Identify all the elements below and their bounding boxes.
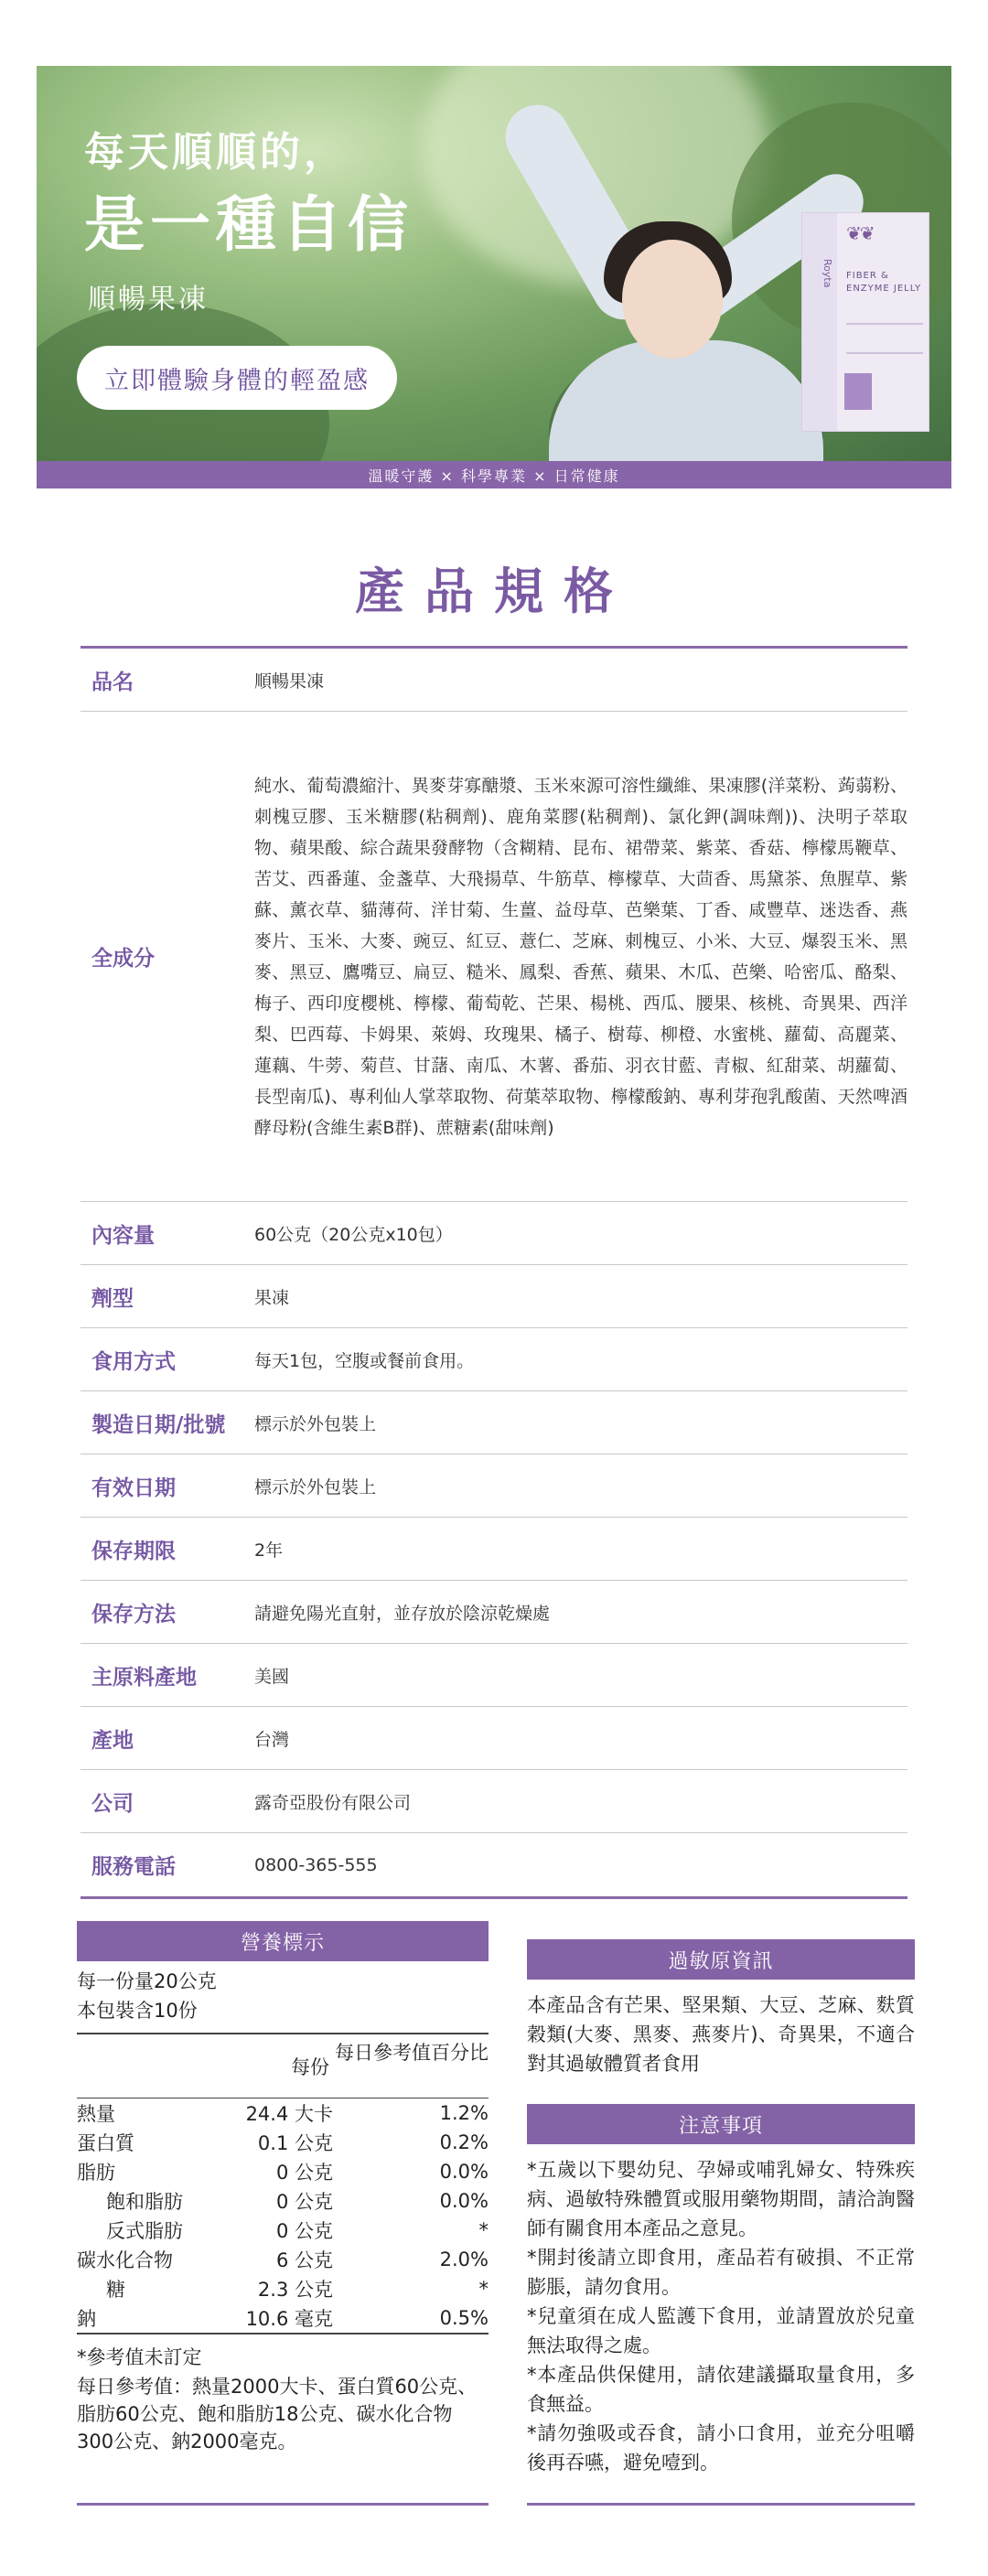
spec-value: 2年 [254, 1540, 284, 1561]
hero-headline-1: 每天順順的， [84, 129, 348, 176]
nutrient-name: 飽和脂肪 [106, 2191, 183, 2213]
spec-label: 全成分 [91, 947, 155, 971]
nutrient-daily-pct: 0.5% [439, 2307, 489, 2329]
package-brand: Royta [822, 259, 833, 288]
nutrient-daily-pct: * [478, 2219, 489, 2241]
list-item: *五歲以下嬰幼兒、孕婦或哺乳婦女、特殊疾病、過敏特殊體質或服用藥物期間，請洽詢醫師有關食用本產品之意見。 [527, 2159, 915, 2239]
col-daily-value: 每日參考值百分比 [335, 2042, 489, 2064]
spec-row [81, 1265, 907, 1328]
spec-table [81, 646, 907, 1899]
spec-label: 保存期限 [91, 1539, 176, 1563]
spec-value: 順暢果凍 [254, 671, 325, 692]
nutrition-table-header [77, 2034, 489, 2098]
spec-row [81, 1391, 907, 1454]
spec-label: 劑型 [91, 1286, 134, 1311]
nutrient-daily-pct: 1.2% [439, 2102, 489, 2124]
nutrition-note: *參考值未訂定 [77, 2346, 202, 2368]
product-package [801, 212, 929, 432]
section-title: 產品規格 [355, 563, 633, 620]
nutrient-name: 蛋白質 [77, 2132, 134, 2154]
nutrient-amount: 6 公克 [275, 2249, 333, 2271]
nutrition-row [77, 2157, 489, 2186]
spec-value: 請避免陽光直射，並存放於陰涼乾燥處 [254, 1603, 551, 1624]
list-item: *本產品供保健用，請依建議攝取量食用，多食無益。 [527, 2364, 915, 2415]
nutrient-name: 脂肪 [77, 2162, 115, 2184]
spec-label: 保存方法 [91, 1602, 176, 1626]
spec-value: 標示於外包裝上 [254, 1413, 377, 1434]
spec-value: 0800-365-555 [254, 1854, 378, 1875]
col-per-serving: 每份 [291, 2055, 329, 2078]
nutrition-row [77, 2303, 489, 2333]
spec-row [81, 1770, 907, 1833]
nutrient-daily-pct: * [478, 2278, 489, 2300]
divider [77, 2503, 489, 2506]
spec-label: 品名 [91, 670, 134, 694]
nutrition-row [77, 2098, 489, 2128]
nutrient-name: 熱量 [77, 2103, 115, 2125]
nutrition-row [77, 2245, 489, 2274]
spec-value: 純水、葡萄濃縮汁、異麥芽寡醣漿、玉米來源可溶性纖維、果凍膠(洋菜粉、蒟蒻粉、刺槐豆膠、玉米糖膠(粘稠劑)、鹿角菜膠(粘稠劑)、氯化鉀(調味劑))、決明子萃取物、蘋果酸、綜合蔬果發酵物（含糊精、昆布、裙帶菜、紫菜、香菇、檸檬馬鞭草、苦艾、西番蓮、金盞草、大飛揚草、牛筋草、檸檬草、大茴香、馬黛茶、魚腥草、紫蘇、薰衣草、貓薄荷、洋甘菊、生薑、益母草、芭樂葉、丁香、咸豐草、迷迭香、燕麥片、玉米、大麥、豌豆、紅豆、薏仁、芝麻、刺槐豆、小米、大豆、爆裂玉米、黑麥、黑豆、鷹嘴豆、扁豆、糙米、鳳梨、香蕉、蘋果、木瓜、芭樂、哈密瓜、酪梨、梅子、西印度櫻桃、檸檬、葡萄乾、芒果、楊桃、西瓜、腰果、核桃、奇異果、西洋梨、巴西莓、卡姆果、萊姆、玫瑰果、橘子、樹莓、柳橙、水蜜桃、蘿蔔、高麗菜、蓮藕、牛蒡、菊苣、甘藷、南瓜、木薯、番茄、羽衣甘藍、青椒、紅甜菜、胡蘿蔔、長型南瓜)、專利仙人掌萃取物、荷葉萃取物、檸檬酸鈉、專利芽孢乳酸菌、天然啤酒酵母粉(含維生素B群)、蔗糖素(甜味劑) [254, 775, 907, 1138]
person-figure [622, 240, 723, 359]
spec-value: 美國 [254, 1666, 290, 1687]
divider [527, 2503, 915, 2506]
spec-value: 標示於外包裝上 [254, 1476, 377, 1497]
nutrient-name: 鈉 [77, 2308, 96, 2330]
allergy-info [527, 1980, 915, 2078]
list-item: *兒童須在成人監護下食用，並請置放於兒童無法取得之處。 [527, 2305, 915, 2356]
spec-label: 服務電話 [91, 1855, 176, 1879]
spec-value: 露奇亞股份有限公司 [254, 1792, 412, 1813]
nutrition-row [77, 2128, 489, 2157]
spec-value: 每天1包，空腹或餐前食用。 [254, 1350, 475, 1371]
nutrient-name: 碳水化合物 [77, 2249, 173, 2271]
spec-value: 60公克（20公克x10包） [254, 1224, 453, 1245]
spec-label: 有效日期 [91, 1476, 176, 1500]
spec-row [81, 1833, 907, 1896]
nutrition-header: 營養標示 [77, 1921, 489, 1961]
nutrient-name: 反式脂肪 [106, 2220, 183, 2242]
nutrition-rows [77, 2098, 489, 2333]
servings-per-pack: 本包裝含10份 [77, 2000, 198, 2022]
spec-label: 產地 [91, 1728, 134, 1753]
spec-row [81, 1202, 907, 1265]
cta-button[interactable]: 立即體驗身體的輕盈感 [77, 346, 397, 410]
notice-list [527, 2155, 915, 2477]
spec-label: 內容量 [91, 1223, 155, 1248]
nutrition-reference: 每日參考值：熱量2000大卡、蛋白質60公克、脂肪60公克、飽和脂肪18公克、碳水化合物300公克、鈉2000毫克。 [77, 2376, 478, 2453]
spec-row [81, 1518, 907, 1581]
nutrient-amount: 0 公克 [275, 2162, 333, 2184]
allergy-header: 過敏原資訊 [527, 1939, 915, 1980]
spec-row [81, 1644, 907, 1707]
leaf-icon: ❦❦ [846, 222, 874, 244]
serving-size: 每一份量20公克 [77, 1970, 217, 1992]
nutrient-amount: 0 公克 [275, 2191, 333, 2213]
spec-row [81, 1328, 907, 1391]
nutrient-name: 糖 [106, 2279, 125, 2301]
nutrition-table [77, 2033, 489, 2334]
hero-product-name: 順暢果凍 [88, 284, 209, 316]
nutrition-row [77, 2216, 489, 2245]
allergy-text: 本產品含有芒果、堅果類、大豆、芝麻、麩質穀類(大麥、黑麥、燕麥片)、奇異果，不適合對其過敏體質者食用 [527, 1994, 915, 2075]
hero-tagline-bar: 溫暖守護 × 科學專業 × 日常健康 [37, 461, 951, 488]
spec-row [81, 712, 907, 1202]
nutrient-amount: 10.6 毫克 [245, 2308, 333, 2330]
notice-header: 注意事項 [527, 2104, 915, 2144]
nutrient-amount: 2.3 公克 [257, 2279, 333, 2301]
list-item: *開封後請立即食用，產品若有破損、不正常膨脹，請勿食用。 [527, 2247, 915, 2298]
nutrition-row [77, 2274, 489, 2303]
nutrition-row [77, 2186, 489, 2216]
spec-row [81, 1581, 907, 1644]
package-name: FIBER & ENZYME JELLY [846, 271, 922, 294]
spec-row [81, 1707, 907, 1770]
nutrient-amount: 0 公克 [275, 2220, 333, 2242]
nutrition-facts [77, 1967, 489, 2455]
list-item: *請勿強吸或吞食，請小口食用，並充分咀嚼後再吞嚥，避免噎到。 [527, 2422, 915, 2474]
spec-label: 主原料產地 [91, 1665, 197, 1690]
notice-section [527, 2144, 915, 2477]
spec-label: 食用方式 [91, 1349, 176, 1374]
spec-row [81, 649, 907, 712]
spec-value: 果凍 [254, 1287, 290, 1308]
spec-label: 製造日期/批號 [91, 1412, 226, 1437]
nutrient-daily-pct: 2.0% [439, 2249, 489, 2270]
spec-value: 台灣 [254, 1729, 290, 1750]
spec-row [81, 1454, 907, 1518]
nutrient-daily-pct: 0.2% [439, 2131, 489, 2153]
nutrient-daily-pct: 0.0% [439, 2161, 489, 2183]
nutrient-daily-pct: 0.0% [439, 2190, 489, 2212]
nutrient-amount: 24.4 大卡 [245, 2103, 333, 2125]
spec-label: 公司 [91, 1791, 134, 1816]
nutrient-amount: 0.1 公克 [257, 2132, 333, 2154]
hero-banner [37, 66, 951, 488]
hero-headline-2: 是一種自信 [84, 189, 413, 260]
